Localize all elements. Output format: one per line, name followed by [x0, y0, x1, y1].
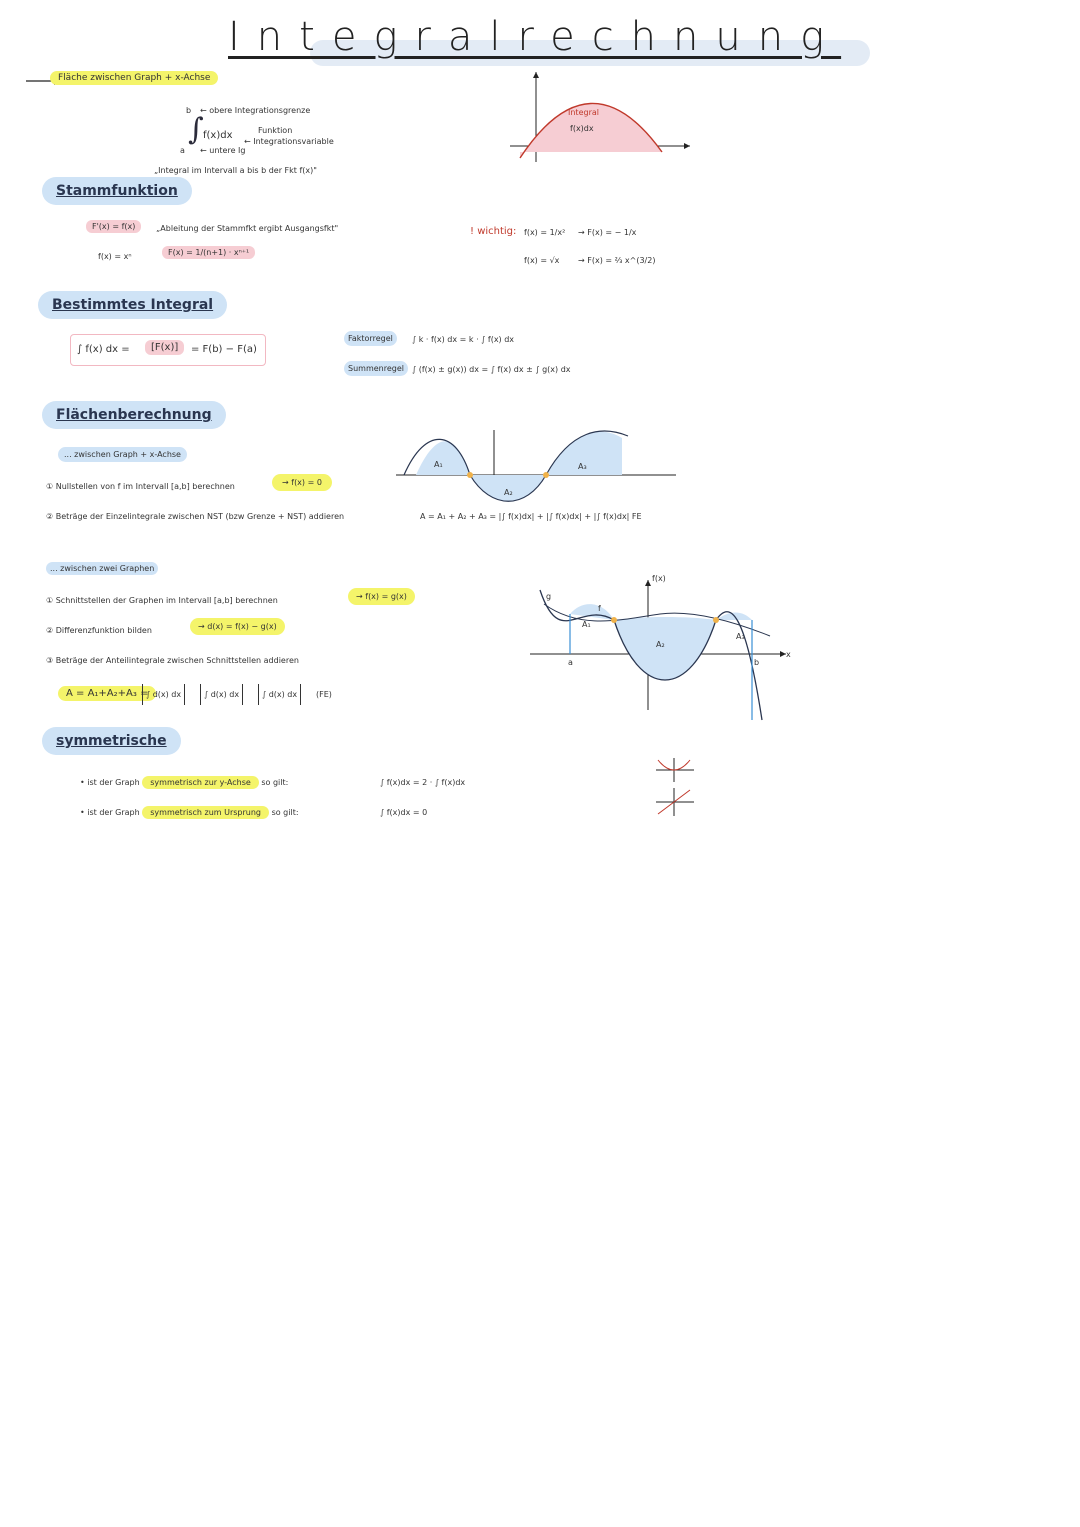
A-sum-label: A = A₁+A₂+A₃ = [58, 686, 156, 701]
bestimmtes-heading: Bestimmtes Integral [38, 291, 227, 319]
sym-b2-formula: ∫ f(x)dx = 0 [380, 808, 428, 817]
fe-label: (FE) [316, 690, 332, 699]
sym-b1-hl: symmetrisch zur y-Achse [142, 776, 259, 789]
flaeche-step1: ① Nullstellen von f im Intervall [a,b] berechnen [46, 482, 235, 491]
bestimmtes-left: ∫ f(x) dx = [77, 344, 130, 355]
flaeche-s2: ② Differenzfunktion bilden [46, 626, 152, 635]
b-label: b [754, 658, 760, 667]
wichtig-2F: → F(x) = ⅔ x^(3/2) [578, 256, 656, 265]
stamm-def-text: „Ableitung der Stammfkt ergibt Ausgangsfkt" [156, 224, 339, 233]
graph-label-1: Integral [568, 108, 599, 117]
intro-graph [500, 72, 700, 172]
intro-b: b [186, 106, 192, 115]
graph2-A2: A₂ [656, 640, 665, 649]
flaeche-sub2: ... zwischen zwei Graphen [46, 562, 158, 575]
area-graph-2 [530, 570, 800, 720]
flaeche-s3: ③ Beträge der Anteilintegrale zwischen Schnittstellen addieren [46, 656, 299, 665]
symmetry-icons [654, 758, 704, 818]
stamm-power: f(x) = xⁿ [98, 252, 132, 261]
a-label: a [568, 658, 573, 667]
sym-b2-pre: ist der Graph [87, 808, 140, 817]
f-label: f [598, 604, 601, 613]
area-A1: A₁ [434, 460, 443, 469]
page-title: Integralrechnung [228, 14, 842, 60]
bestimmtes-mid: [F(x)] [145, 340, 184, 355]
graph2-A3: A₃ [736, 632, 745, 641]
summen-label: Summenregel [344, 361, 408, 376]
symmetrie-heading: symmetrische [42, 727, 181, 755]
intro-a: a [180, 146, 185, 155]
stammfunktion-heading: Stammfunktion [42, 177, 192, 205]
area-formula: A = A₁ + A₂ + A₃ = |∫ f(x)dx| + |∫ f(x)dx| + |∫ f(x)dx| FE [420, 512, 642, 521]
intro-func: Funktion [258, 126, 293, 135]
bestimmtes-right: = F(b) − F(a) [191, 344, 257, 355]
area-A2: A₂ [504, 488, 513, 497]
intro-caption: „Integral im Intervall a bis b der Fkt f(x)" [154, 166, 317, 175]
flaeche-step2: ② Beträge der Einzelintegrale zwischen NST (bzw Grenze + NST) addieren [46, 512, 345, 521]
sym-b1-pre: ist der Graph [87, 778, 140, 787]
x-label: x [786, 650, 791, 659]
sym-b1-post: so gilt: [261, 778, 289, 787]
faktor-label: Faktorregel [344, 331, 397, 346]
stamm-power-F: F(x) = 1/(n+1) · xⁿ⁺¹ [162, 246, 255, 259]
flaeche-s2-hl: → d(x) = f(x) − g(x) [190, 618, 285, 635]
faktor-formula: ∫ k · f(x) dx = k · ∫ f(x) dx [412, 335, 515, 344]
flaeche-s1-hl: → f(x) = g(x) [348, 588, 415, 605]
part-2: ∫ d(x) dx [200, 684, 243, 705]
wichtig-1F: → F(x) = − 1/x [578, 228, 637, 237]
stamm-def: F'(x) = f(x) [86, 220, 141, 233]
intro-variable: Integrationsvariable [253, 137, 334, 146]
sym-b2-post: so gilt: [271, 808, 299, 817]
bestimmtes-box [70, 334, 266, 366]
intro-label: Fläche zwischen Graph + x-Achse [50, 71, 218, 85]
flaeche-sub1: ... zwischen Graph + x-Achse [58, 447, 187, 462]
sym-b1-formula: ∫ f(x)dx = 2 · ∫ f(x)dx [380, 778, 466, 787]
flaeche-step1-hl: → f(x) = 0 [272, 474, 332, 491]
part-1: ∫ d(x) dx [142, 684, 185, 705]
intro-integrand: f(x)dx [203, 130, 233, 141]
flaeche-heading: Flächenberechnung [42, 401, 226, 429]
graph-label-2: f(x)dx [570, 124, 594, 133]
intro-lower: untere Ig [209, 146, 246, 155]
g-label: g [546, 592, 552, 601]
sym-b2-hl: symmetrisch zum Ursprung [142, 806, 269, 819]
flaeche-s1: ① Schnittstellen der Graphen im Intervall [a,b] berechnen [46, 596, 278, 605]
summen-formula: ∫ (f(x) ± g(x)) dx = ∫ f(x) dx ± ∫ g(x) dx [412, 365, 571, 374]
part-3: ∫ d(x) dx [258, 684, 301, 705]
wichtig-label: ! wichtig: [470, 226, 517, 237]
integral-sign: ∫ [188, 112, 204, 147]
fx-label: f(x) [652, 574, 666, 583]
wichtig-1: f(x) = 1/x² [524, 228, 566, 237]
graph2-A1: A₁ [582, 620, 591, 629]
intro-upper: obere Integrationsgrenze [209, 106, 311, 115]
area-A3: A₃ [578, 462, 587, 471]
wichtig-2: f(x) = √x [524, 256, 560, 265]
